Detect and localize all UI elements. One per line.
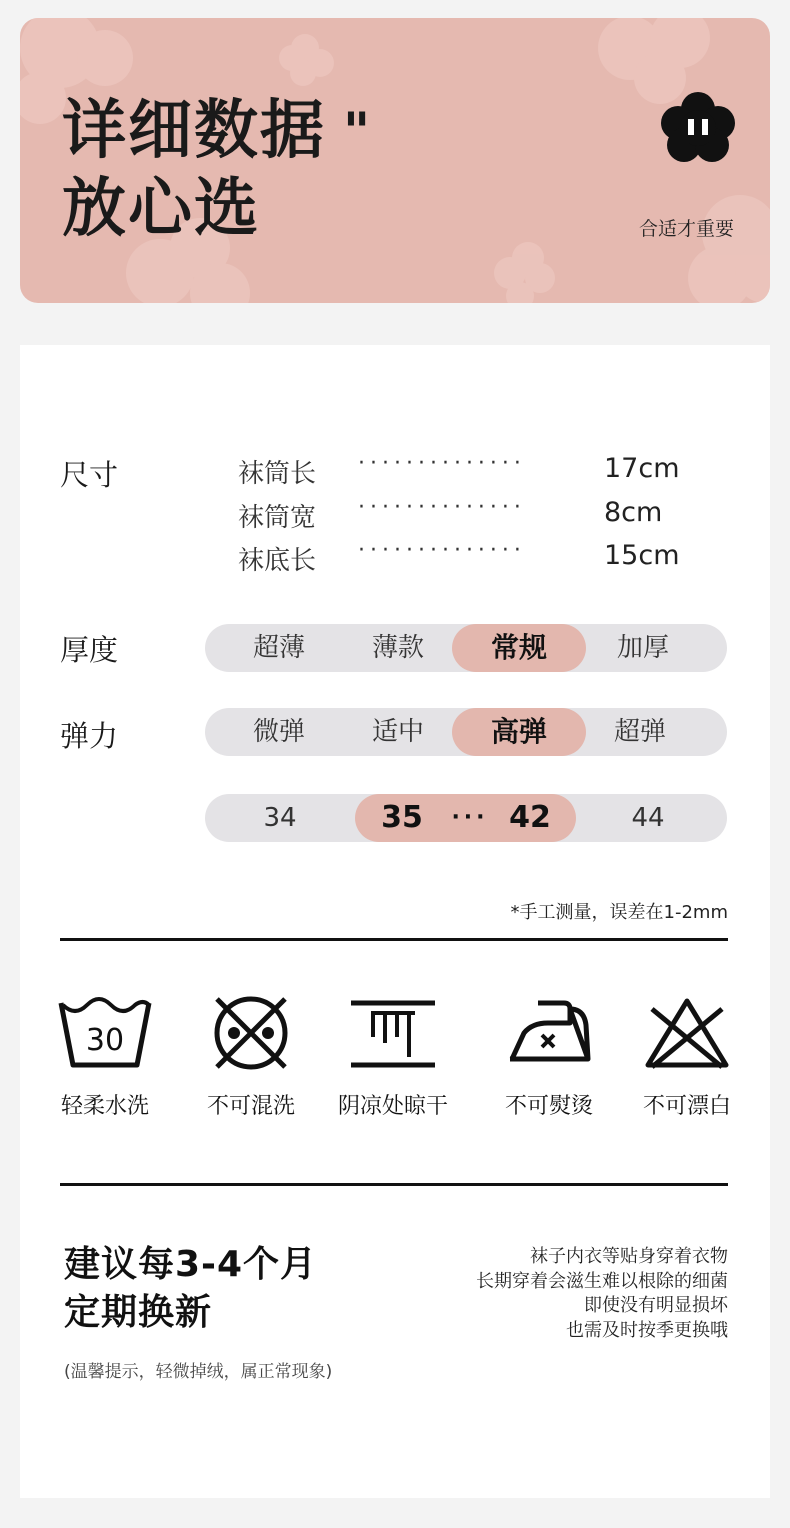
header-banner bbox=[20, 18, 770, 303]
wash-temp: 30 bbox=[85, 1023, 125, 1058]
thickness-option-selected: 常规 bbox=[452, 624, 586, 672]
banner-quote-mark: " bbox=[343, 102, 371, 162]
care-label: 不可混洗 bbox=[206, 1094, 295, 1119]
shoe-size-from: 35 bbox=[381, 800, 423, 835]
wash-30-icon bbox=[57, 995, 153, 1071]
flower-logo-icon bbox=[656, 90, 740, 166]
leader-dots: ·············· bbox=[358, 538, 526, 563]
elasticity-option: 微弹 bbox=[252, 717, 305, 747]
care-item bbox=[196, 995, 306, 1120]
tip-line: 袜子内衣等贴身穿着衣物 bbox=[530, 1246, 728, 1267]
tip-line: 也需及时按季更换哦 bbox=[566, 1319, 728, 1341]
shoe-size-range bbox=[205, 794, 727, 842]
shoe-size-to: 42 bbox=[509, 800, 551, 835]
banner-subtitle: 合适才重要 bbox=[638, 218, 734, 240]
size-row-name: 袜底长 bbox=[238, 546, 317, 576]
replacement-tip-note: (温馨提示，轻微掉绒，属正常现象) bbox=[64, 1362, 333, 1382]
size-label: 尺寸 bbox=[60, 458, 119, 492]
elasticity-option-selected: 高弹 bbox=[452, 708, 586, 756]
size-row-value: 17cm bbox=[604, 453, 680, 484]
measure-note: *手工测量，误差在1-2mm bbox=[510, 902, 728, 923]
care-item bbox=[632, 995, 742, 1120]
no-bleach-icon bbox=[642, 995, 732, 1071]
banner-title: 详细数据 放心选 bbox=[62, 94, 326, 246]
size-row-value: 15cm bbox=[604, 540, 680, 571]
no-tumble-dry-icon bbox=[211, 995, 291, 1071]
tip-line: 即使没有明显损坏 bbox=[584, 1295, 728, 1316]
elasticity-selector bbox=[205, 708, 727, 756]
care-label: 不可熨烫 bbox=[504, 1094, 593, 1119]
size-row bbox=[238, 453, 708, 493]
elasticity-label: 弹力 bbox=[60, 719, 119, 753]
replacement-tip-title: 建议每3-4个月 定期换新 bbox=[64, 1244, 318, 1333]
elasticity-option: 适中 bbox=[371, 717, 424, 747]
tip-line: 长期穿着会滋生难以根除的细菌 bbox=[476, 1270, 728, 1292]
care-item bbox=[338, 995, 448, 1120]
no-iron-icon bbox=[504, 995, 594, 1071]
care-item bbox=[494, 995, 604, 1120]
thickness-option: 超薄 bbox=[252, 633, 305, 663]
thickness-label: 厚度 bbox=[60, 633, 119, 667]
size-row-name: 袜筒长 bbox=[238, 459, 317, 489]
thickness-option: 薄款 bbox=[371, 633, 424, 663]
leader-dots: ·············· bbox=[358, 451, 526, 476]
divider bbox=[60, 1183, 728, 1186]
leader-dots: ·············· bbox=[358, 495, 526, 520]
divider bbox=[60, 938, 728, 941]
size-row-value: 8cm bbox=[604, 497, 663, 528]
size-row-name: 袜筒宽 bbox=[238, 503, 317, 533]
care-item bbox=[50, 995, 160, 1120]
thickness-selector bbox=[205, 624, 727, 672]
size-row bbox=[238, 540, 708, 580]
shoe-size-min: 34 bbox=[263, 803, 297, 833]
care-label: 不可漂白 bbox=[642, 1094, 731, 1119]
shoe-size-dots: ··· bbox=[451, 805, 489, 830]
shoe-size-max: 44 bbox=[631, 803, 665, 833]
elasticity-option: 超弹 bbox=[613, 717, 666, 747]
size-row bbox=[238, 497, 708, 537]
spec-card bbox=[20, 345, 770, 1498]
dry-in-shade-icon bbox=[345, 995, 441, 1071]
care-label: 轻柔水洗 bbox=[60, 1094, 149, 1119]
thickness-option: 加厚 bbox=[616, 633, 669, 663]
replacement-tip-body bbox=[476, 1245, 728, 1343]
care-label: 阴凉处晾干 bbox=[338, 1094, 449, 1119]
